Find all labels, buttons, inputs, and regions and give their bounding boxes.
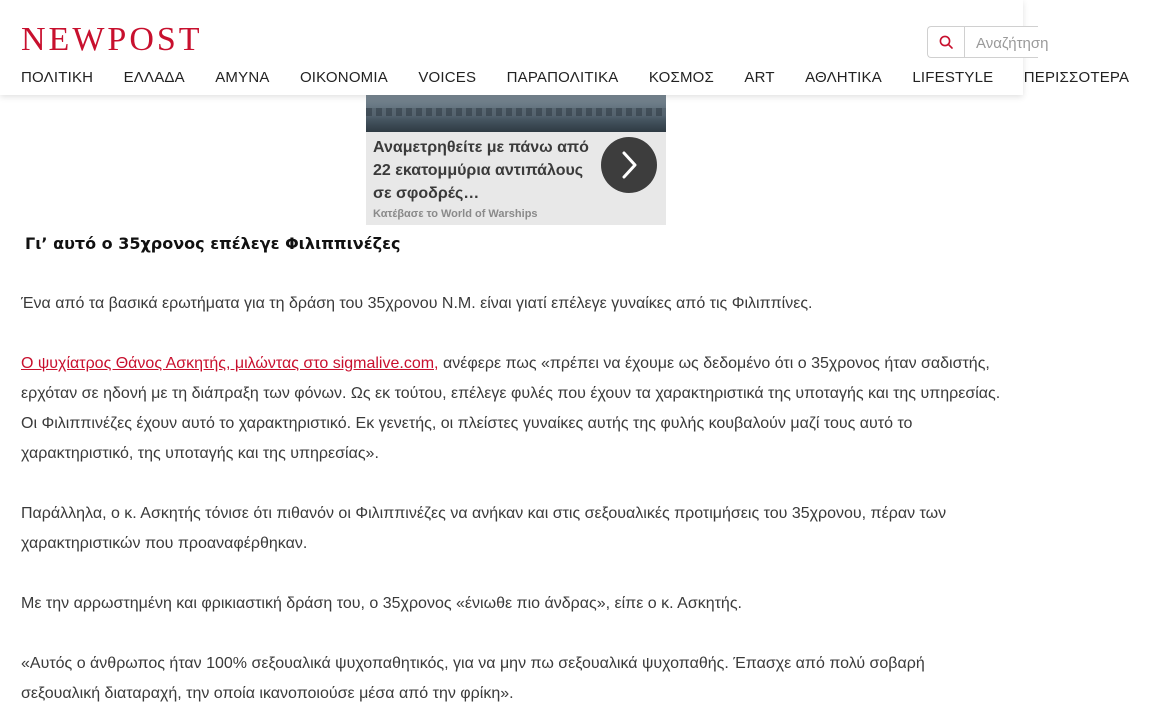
sigmalive-link[interactable]: Ο ψυχίατρος Θάνος Ασκητής, μιλώντας στο sigmalive.com,	[21, 355, 439, 372]
paragraph-5: «Αυτός ο άνθρωπος ήταν 100% σεξουαλικά ψυχοπαθητικός, για να μην πω σεξουαλικά ψυχοπαθής. Έπασχε από πολύ σοβαρή σεξουαλική διαταραχή, την οποία ικανοποιούσε μέσα από την φρίκη».	[21, 655, 925, 702]
nav-item-kosmos[interactable]: ΚΟΣΜΟΣ	[648, 69, 714, 86]
main-nav	[21, 69, 1155, 86]
nav-item-art[interactable]: ART	[744, 69, 775, 86]
ad-image	[366, 94, 666, 132]
ad-next-button[interactable]	[601, 137, 657, 193]
paragraph-4: Με την αρρωστημένη και φρικιαστική δράση του, ο 35χρονος «ένιωθε πιο άνδρας», είπε ο κ. Ασκητής.	[21, 595, 742, 612]
nav-item-amyna[interactable]: ΑΜΥΝΑ	[215, 69, 270, 86]
nav-item-politiki[interactable]: ΠΟΛΙΤΙΚΗ	[21, 69, 94, 86]
paragraph-2	[21, 349, 1006, 469]
search-icon	[939, 35, 953, 49]
paragraph-3: Παράλληλα, ο κ. Ασκητής τόνισε ότι πιθανόν οι Φιλιππινέζες να ανήκαν και στις σεξουαλικές προτιμήσεις του 35χρονου, πέραν των χαρακτηριστικών που προαναφέρθηκαν.	[21, 505, 947, 552]
site-logo[interactable]: NEWPOST	[21, 21, 203, 58]
nav-item-voices[interactable]: VOICES	[418, 69, 477, 86]
site-header	[0, 0, 1130, 95]
nav-item-perissotera[interactable]: ΠΕΡΙΣΣΟΤΕΡΑ	[1023, 69, 1130, 86]
ad-banner[interactable]	[366, 94, 666, 225]
search-button[interactable]	[928, 27, 965, 57]
chevron-right-icon	[618, 150, 640, 180]
nav-item-ellada[interactable]: ΕΛΛΑΔΑ	[123, 69, 185, 86]
search-input[interactable]	[965, 27, 1058, 59]
nav-item-lifestyle[interactable]: LIFESTYLE	[912, 69, 994, 86]
ad-ship-graphic	[366, 108, 666, 116]
nav-item-oikonomia[interactable]: ΟΙΚΟΝΟΜΙΑ	[299, 69, 388, 86]
search-box	[927, 26, 1038, 58]
nav-item-parapolitika[interactable]: ΠΑΡΑΠΟΛΙΤΙΚΑ	[506, 69, 619, 86]
ad-headline[interactable]: Αναμετρηθείτε με πάνω από 22 εκατομμύρια αντιπάλους σε σφοδρές…	[373, 139, 589, 202]
paragraph-2-text: ανέφερε πως «πρέπει να έχουμε ως δεδομένο ότι ο 35χρονος ήταν σαδιστής, ερχόταν σε ηδονή με τη διάπραξη των φόνων. Ως εκ τούτου, επέλεγε φυλές που έχουν τα χαρακτηριστικά της υποταγής και της υπηρεσίας. Οι Φιλιππινέζες έχουν αυτό το χαρακτηριστικό. Εκ γενετής, οι πλείστες γυναίκες αυτής της φυλής κουβαλούν μαζί τους αυτό το χαρακτηριστικό, της υποταγής και της υπηρεσίας».	[21, 355, 1001, 462]
article-subheading: Γι’ αυτό ο 35χρονος επέλεγε Φιλιππινέζες	[25, 234, 401, 253]
ad-source: Κατέβασε το World of Warships	[373, 208, 538, 220]
nav-item-athlitika[interactable]: ΑΘΛΗΤΙΚΑ	[805, 69, 882, 86]
paragraph-1: Ένα από τα βασικά ερωτήματα για τη δράση του 35χρονου Ν.Μ. είναι γιατί επέλεγε γυναίκες από τις Φιλιππίνες.	[21, 295, 813, 312]
